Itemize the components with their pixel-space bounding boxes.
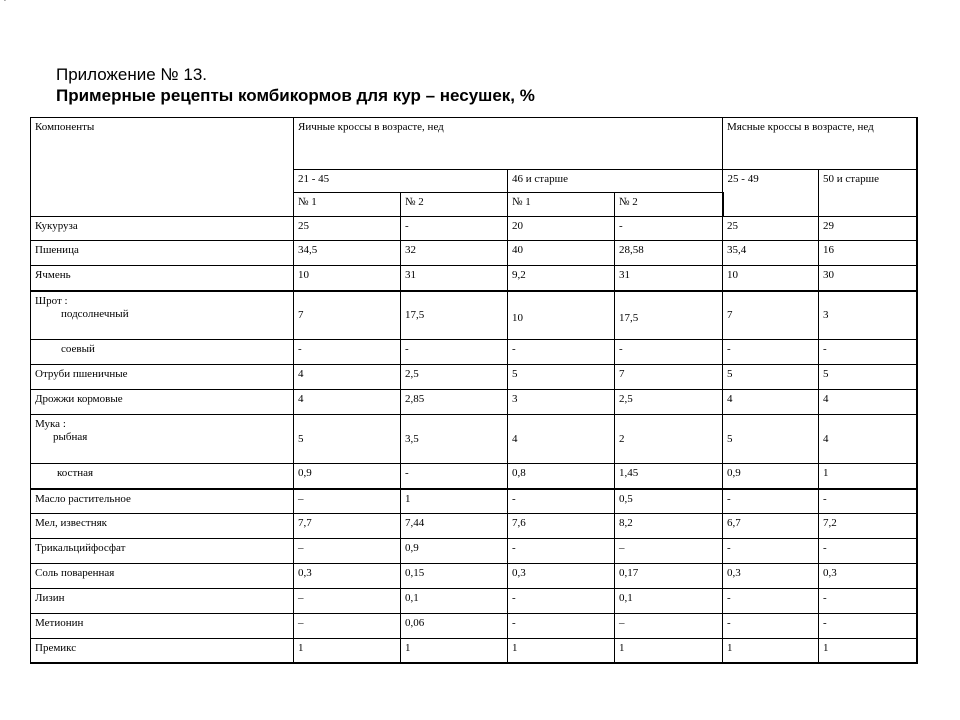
cell-value: 7,44 (401, 514, 508, 539)
cell-value: 0,1 (615, 589, 723, 614)
table-row (31, 639, 917, 663)
row-label (31, 415, 294, 464)
header-recipe-1a: № 1 (294, 193, 401, 217)
cell-value: 5 (508, 365, 615, 390)
table-row (31, 217, 917, 241)
cell-value: - (615, 217, 723, 241)
cell-value: 0,17 (615, 564, 723, 589)
cell-value: – (294, 614, 401, 639)
header-meat-age-2: 50 и старше (819, 170, 917, 217)
table-title: Примерные рецепты комбикормов для кур – несушек, % (56, 86, 535, 105)
cell-value: – (294, 539, 401, 564)
cell-value: 7 (615, 365, 723, 390)
cell-value: 4 (294, 390, 401, 415)
table-row (31, 390, 917, 415)
row-sub-label: соевый (61, 343, 95, 355)
cell-value: - (508, 589, 615, 614)
cell-value: 3 (508, 390, 615, 415)
cell-value: 4 (294, 365, 401, 390)
cell-value: 7,6 (508, 514, 615, 539)
row-label: Отруби пшеничные (31, 365, 294, 390)
cell-value: 1 (508, 639, 615, 663)
cell-value: 2,5 (615, 390, 723, 415)
cell-value: 31 (615, 266, 723, 291)
cell-value: - (508, 489, 615, 514)
cell-value: 4 (819, 415, 917, 464)
cell-value: – (615, 539, 723, 564)
table-row (31, 464, 917, 489)
table-row (31, 340, 917, 365)
cell-value: 25 (294, 217, 401, 241)
cell-value: 17,5 (401, 291, 508, 340)
row-label: Пшеница (31, 241, 294, 266)
row-group-label: Шрот : (35, 294, 68, 307)
row-label (31, 464, 294, 489)
cell-value: - (723, 614, 819, 639)
cell-value: 7 (294, 291, 401, 340)
cell-value: 32 (401, 241, 508, 266)
cell-value: 0,8 (508, 464, 615, 489)
row-label: Трикальцийфосфат (31, 539, 294, 564)
cell-value: - (723, 340, 819, 365)
cell-value: - (401, 217, 508, 241)
cell-value: 3 (819, 291, 917, 340)
row-sub-label: подсолнечный (61, 307, 129, 320)
cell-value: 4 (508, 415, 615, 464)
cell-value: 16 (819, 241, 917, 266)
row-label (31, 340, 294, 365)
cell-value: 28,58 (615, 241, 723, 266)
cell-value: 17,5 (615, 291, 723, 340)
table-row (31, 291, 917, 340)
cell-value: - (615, 340, 723, 365)
cell-value: – (294, 589, 401, 614)
cell-value: 1 (401, 489, 508, 514)
cell-value: 1 (819, 639, 917, 663)
cell-value: 7 (723, 291, 819, 340)
row-label: Ячмень (31, 266, 294, 291)
cell-value: 0,9 (723, 464, 819, 489)
row-label: Дрожжи кормовые (31, 390, 294, 415)
cell-value: 0,15 (401, 564, 508, 589)
header-meat-age-1: 25 - 49 (723, 170, 819, 217)
cell-value: - (401, 464, 508, 489)
cell-value: 34,5 (294, 241, 401, 266)
row-sub-label: рыбная (53, 431, 88, 443)
cell-value: 4 (723, 390, 819, 415)
header-egg-crosses: Яичные кроссы в возрасте, нед (294, 118, 723, 170)
header-recipe-2a: № 2 (401, 193, 508, 217)
cell-value: 9,2 (508, 266, 615, 291)
cell-value: 25 (723, 217, 819, 241)
cell-value: - (819, 539, 917, 564)
cell-value: 8,2 (615, 514, 723, 539)
cell-value: 7,2 (819, 514, 917, 539)
row-label: Масло растительное (31, 489, 294, 514)
cell-value: 2,85 (401, 390, 508, 415)
table-row (31, 365, 917, 390)
header-row-1 (31, 118, 917, 170)
row-label: Соль поваренная (31, 564, 294, 589)
header-recipe-1b: № 1 (508, 193, 615, 217)
cell-value: - (723, 489, 819, 514)
cell-value: - (819, 614, 917, 639)
cell-value: 0,3 (819, 564, 917, 589)
cell-value: - (294, 340, 401, 365)
row-label (31, 291, 294, 340)
recipes-table (30, 117, 918, 664)
row-sub-label: костная (57, 467, 94, 479)
cell-value: - (508, 614, 615, 639)
row-label: Кукуруза (31, 217, 294, 241)
row-label: Мел, известняк (31, 514, 294, 539)
header-egg-age-2: 46 и старше (508, 170, 723, 193)
cell-value: 1 (723, 639, 819, 663)
cell-value: 1 (401, 639, 508, 663)
appendix-label: Приложение № 13. (56, 65, 208, 84)
cell-value: 10 (723, 266, 819, 291)
cell-value: 2 (615, 415, 723, 464)
cell-value: 6,7 (723, 514, 819, 539)
cell-value: 0,06 (401, 614, 508, 639)
cell-value: 5 (294, 415, 401, 464)
cell-value: – (294, 489, 401, 514)
cell-value: - (401, 340, 508, 365)
cell-value: 1,45 (615, 464, 723, 489)
document-heading (56, 64, 535, 106)
cell-value: 0,5 (615, 489, 723, 514)
cell-value: - (819, 489, 917, 514)
cell-value: 0,9 (401, 539, 508, 564)
table-row (31, 489, 917, 514)
cell-value: 4 (819, 390, 917, 415)
cell-value: 0,3 (508, 564, 615, 589)
cell-value: 1 (615, 639, 723, 663)
cell-value: 5 (723, 415, 819, 464)
cell-value: 3,5 (401, 415, 508, 464)
table-row (31, 614, 917, 639)
cell-value: - (508, 340, 615, 365)
cell-value: 1 (294, 639, 401, 663)
cell-value: 7,7 (294, 514, 401, 539)
table-row (31, 415, 917, 464)
row-label: Лизин (31, 589, 294, 614)
cell-value: 20 (508, 217, 615, 241)
cell-value: 40 (508, 241, 615, 266)
cell-value: 5 (819, 365, 917, 390)
cell-value: 0,3 (294, 564, 401, 589)
header-recipe-2b: № 2 (615, 193, 723, 217)
cell-value: 0,1 (401, 589, 508, 614)
cell-value: - (723, 589, 819, 614)
table-row (31, 589, 917, 614)
cell-value: 10 (294, 266, 401, 291)
table-row (31, 564, 917, 589)
header-meat-crosses: Мясные кроссы в возрасте, нед (723, 118, 917, 170)
cell-value: 30 (819, 266, 917, 291)
cell-value: - (508, 539, 615, 564)
cell-value: 31 (401, 266, 508, 291)
corner-mark: ` (3, 0, 7, 10)
header-components: Компоненты (31, 118, 294, 217)
header-egg-age-1: 21 - 45 (294, 170, 508, 193)
cell-value: - (819, 589, 917, 614)
row-group-label: Мука : (35, 418, 66, 430)
cell-value: - (723, 539, 819, 564)
cell-value: 2,5 (401, 365, 508, 390)
table-row (31, 514, 917, 539)
cell-value: 0,9 (294, 464, 401, 489)
table-row (31, 539, 917, 564)
table-row (31, 241, 917, 266)
cell-value: 0,3 (723, 564, 819, 589)
cell-value: - (819, 340, 917, 365)
table-row (31, 266, 917, 291)
cell-value: – (615, 614, 723, 639)
row-label: Метионин (31, 614, 294, 639)
cell-value: 35,4 (723, 241, 819, 266)
cell-value: 29 (819, 217, 917, 241)
cell-value: 10 (508, 291, 615, 340)
row-label: Премикс (31, 639, 294, 663)
cell-value: 5 (723, 365, 819, 390)
cell-value: 1 (819, 464, 917, 489)
